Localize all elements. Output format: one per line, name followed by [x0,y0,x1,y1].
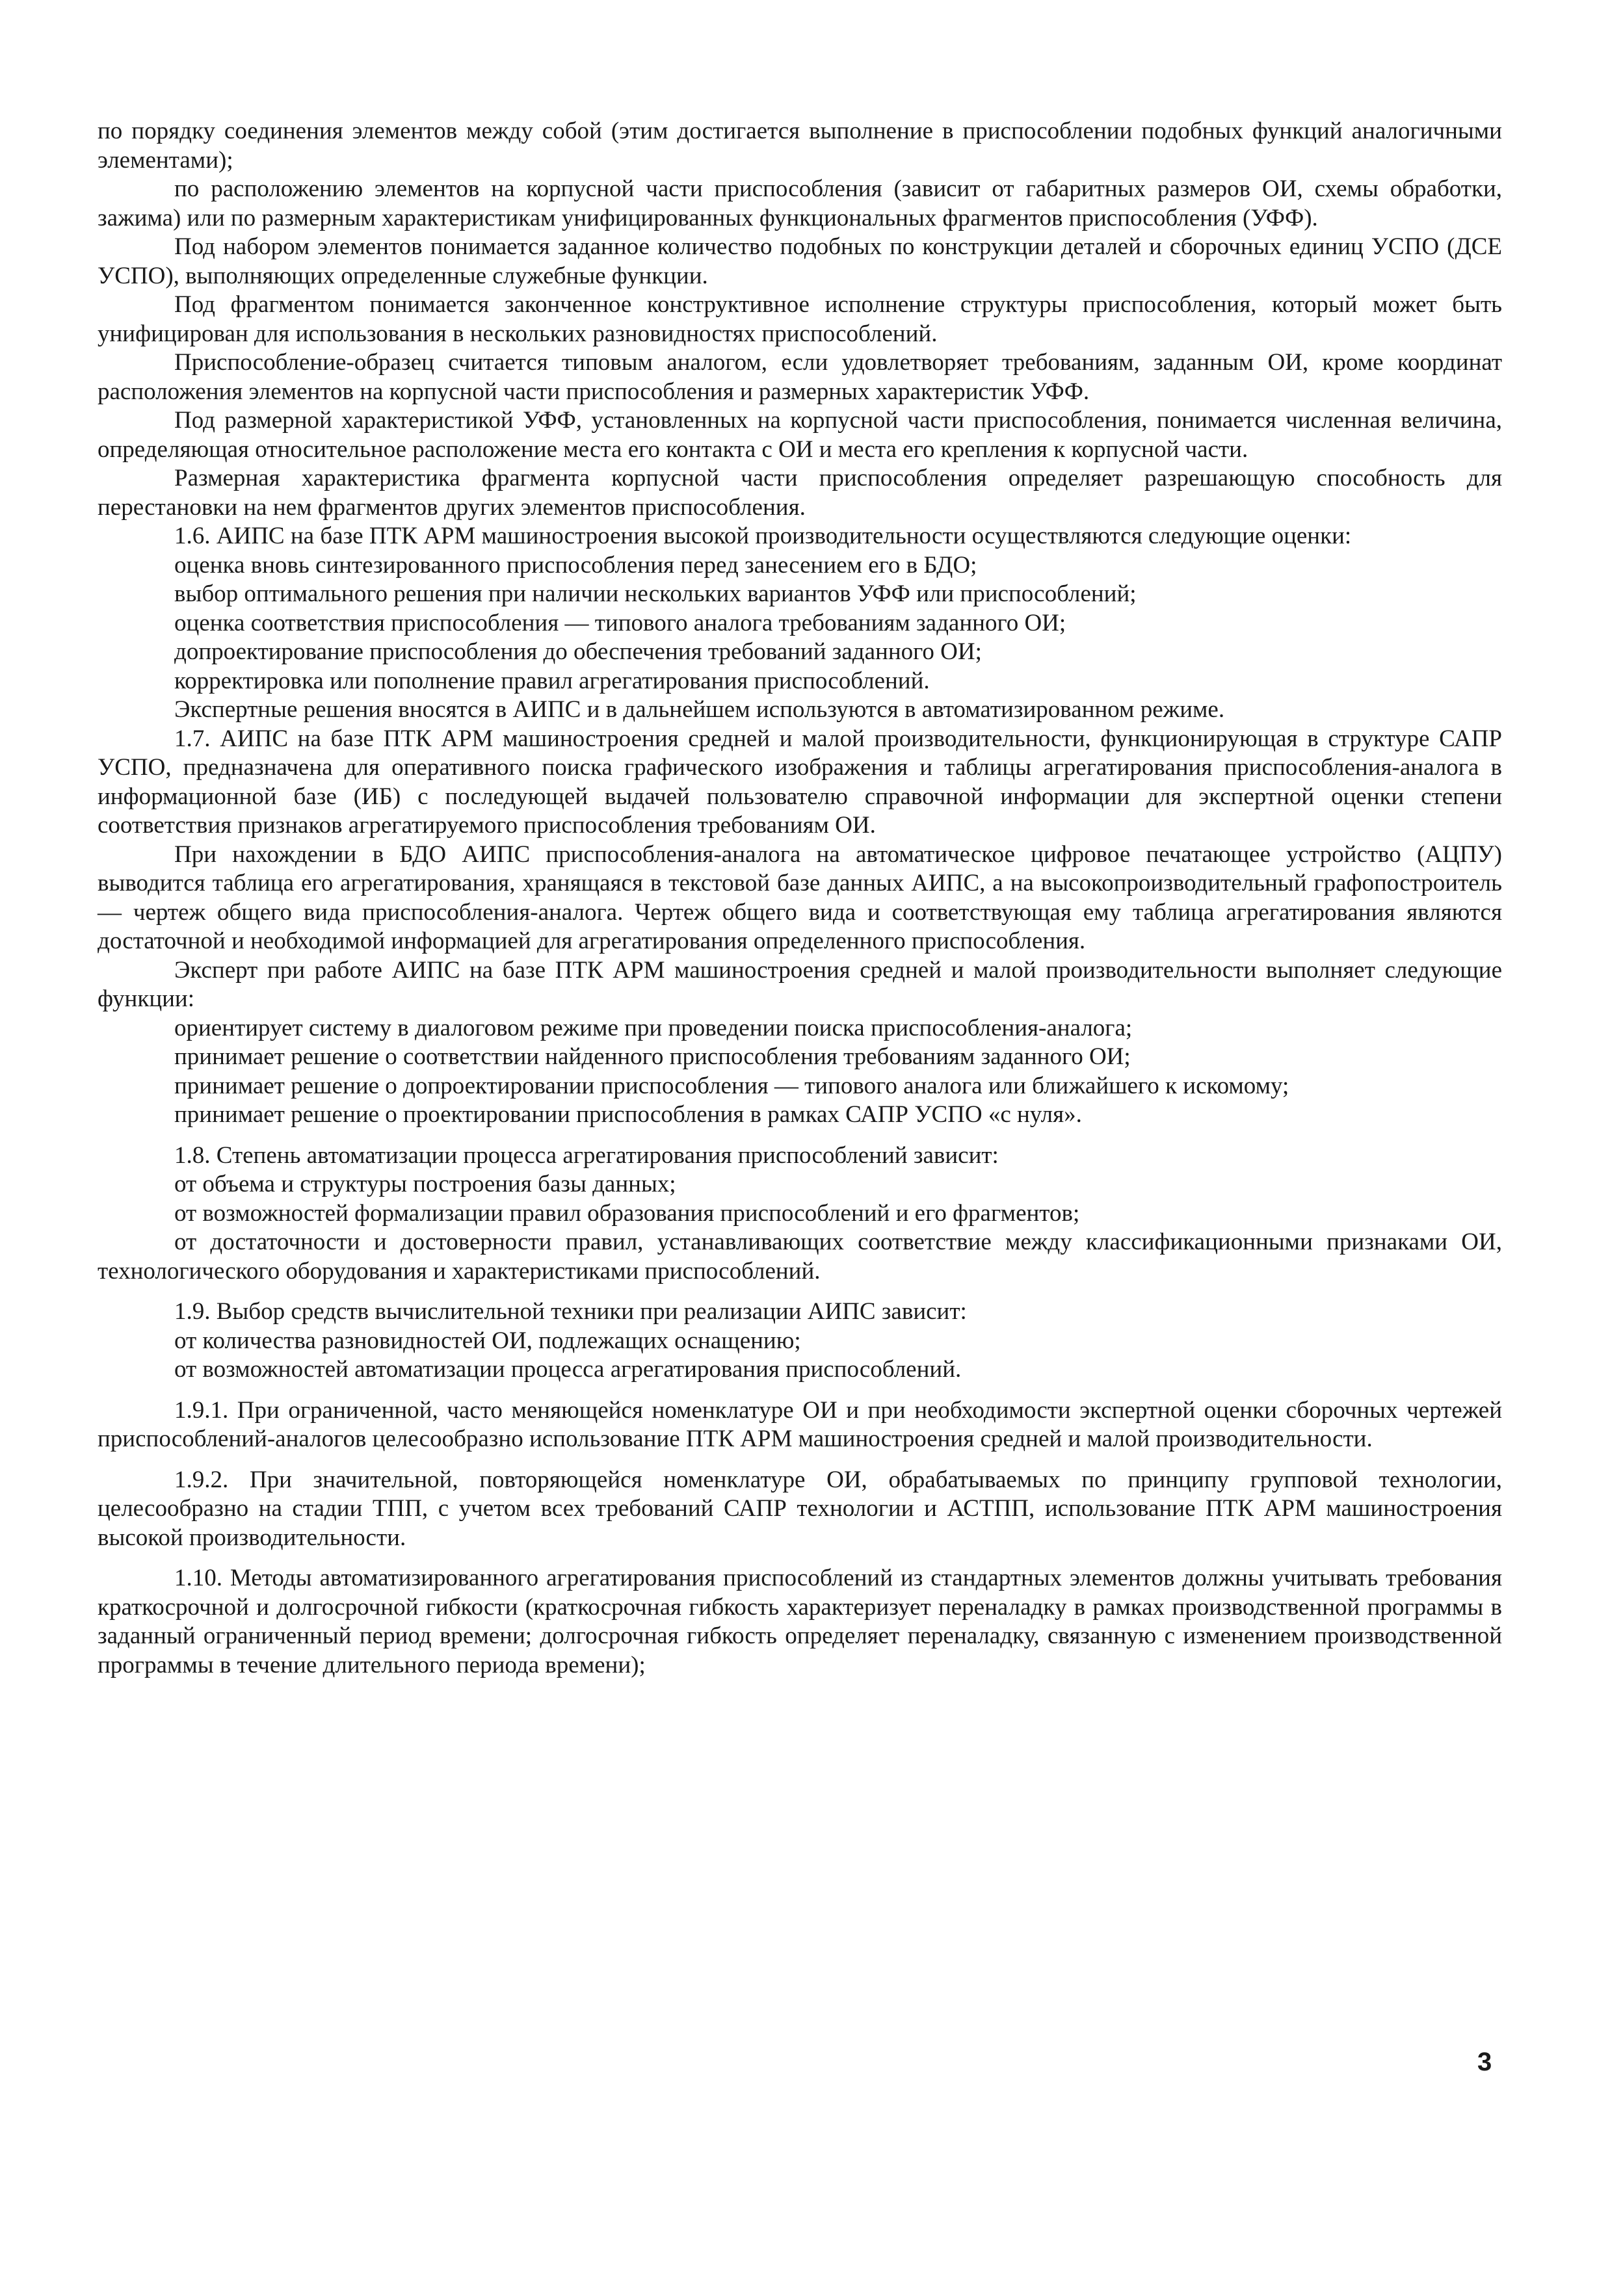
section-1-9-1: 1.9.1. При ограниченной, часто меняющейся номенклатуре ОИ и при необходимости экспертной оценки сборочных чертежей приспособлений-аналогов целесообразно использование ПТК АРМ машиностроения средней и малой производительности. [98,1396,1502,1452]
list-item: от достаточности и достоверности правил, устанавливающих соответствие между классификационными признаками ОИ, технологического оборудования и характеристиками приспособлений. [98,1229,1502,1285]
list-item: ориентирует систему в диалоговом режиме при проведении поиска приспособления-аналога; [174,1014,1133,1041]
page-number: 3 [1477,2048,1492,2076]
section-1-10: 1.10. Методы автоматизированного агрегатирования приспособлений из стандартных элементов должны учитывать требования краткосрочной и долгосрочной гибкости (краткосрочная гибкость характеризует переналадку в рамках производственной программы в заданный ограниченный период времени; долгосрочная гибкость определяет переналадку, связанную с изменением производственной программы в течение длительного периода времени); [98,1565,1502,1678]
paragraph: Эксперт при работе АИПС на базе ПТК АРМ машиностроения средней и малой производительности выполняет следующие функции: [98,956,1502,1012]
section-1-7: 1.7. АИПС на базе ПТК АРМ машиностроения средней и малой производительности, функционирующая в структуре САПР УСПО, предназначена для оперативного поиска графического изображения и таблицы агрегатирования приспособления-аналога в информационной базе (ИБ) с последующей выдачей пользователю справочной информации для экспертной оценки степени соответствия признаков агрегатируемого приспособления требованиям ОИ. [98,725,1502,839]
list-item: оценка соответствия приспособления — типового аналога требованиям заданного ОИ; [174,609,1066,636]
list-item: допроектирование приспособления до обеспечения требований заданного ОИ; [174,638,982,665]
list-item: принимает решение о соответствии найденного приспособления требованиям заданного ОИ; [174,1043,1131,1070]
section-1-6: 1.6. АИПС на базе ПТК АРМ машиностроения высокой производительности осуществляются следующие оценки: [174,523,1352,549]
paragraph: Под размерной характеристикой УФФ, установленных на корпусной части приспособления, понимается численная величина, определяющая относительное расположение места его контакта с ОИ и места его крепления к корпусной части. [98,407,1502,463]
list-item: от возможностей автоматизации процесса агрегатирования приспособлений. [174,1356,962,1383]
paragraph: Под фрагментом понимается законченное конструктивное исполнение структуры приспособления, который может быть унифицирован для использования в нескольких разновидностях приспособлений. [98,291,1502,347]
paragraph: Размерная характеристика фрагмента корпусной части приспособления определяет разрешающую способность для перестановки на нем фрагментов других элементов приспособления. [98,465,1502,521]
section-1-9-2: 1.9.2. При значительной, повторяющейся номенклатуре ОИ, обрабатываемых по принципу групповой технологии, целесообразно на стадии ТПП, с учетом всех требований САПР технологии и АСТПП, использование ПТК АРМ машиностроения высокой производительности. [98,1466,1502,1551]
paragraph: При нахождении в БДО АИПС приспособления-аналога на автоматическое цифровое печатающее устройство (АЦПУ) выводится таблица его агрегатирования, хранящаяся в текстовой базе данных АИПС, а на высокопроизводительный графопостроитель — чертеж общего вида приспособления-аналога. Чертеж общего вида и соответствующая ему таблица агрегатирования являются достаточной и необходимой информацией для агрегатирования определенного приспособления. [98,841,1502,954]
list-item: оценка вновь синтезированного приспособления перед занесением его в БДО; [174,551,977,579]
list-item: принимает решение о проектировании приспособления в рамках САПР УСПО «с нуля». [174,1101,1082,1128]
section-1-9: 1.9. Выбор средств вычислительной техники при реализации АИПС зависит: [174,1298,967,1325]
list-item: принимает решение о допроектировании приспособления — типового аналога или ближайшего к искомому; [174,1072,1289,1099]
paragraph: по порядку соединения элементов между собой (этим достигается выполнение в приспособлении подобных функций аналогичными элементами); [98,118,1502,174]
paragraph: по расположению элементов на корпусной части приспособления (зависит от габаритных размеров ОИ, схемы обработки, зажима) или по размерным характеристикам унифицированных функциональных фрагментов приспособления (УФФ). [98,176,1502,231]
paragraph: Под набором элементов понимается заданное количество подобных по конструкции деталей и сборочных единиц УСПО (ДСЕ УСПО), выполняющих определенные служебные функции. [98,233,1502,289]
list-item: корректировка или пополнение правил агрегатирования приспособлений. [174,667,930,694]
list-item: от количества разновидностей ОИ, подлежащих оснащению; [174,1327,801,1354]
list-item: от объема и структуры построения базы данных; [174,1171,676,1197]
list-item: выбор оптимального решения при наличии нескольких вариантов УФФ или приспособлений; [174,581,1137,607]
paragraph: Экспертные решения вносятся в АИПС и в дальнейшем используются в автоматизированном режиме. [174,696,1225,723]
section-1-8: 1.8. Степень автоматизации процесса агрегатирования приспособлений зависит: [174,1141,999,1169]
paragraph: Приспособление-образец считается типовым аналогом, если удовлетворяет требованиям, заданным ОИ, кроме координат расположения элементов на корпусной части приспособления и размерных характеристик УФФ. [98,349,1502,405]
list-item: от возможностей формализации правил образования приспособлений и его фрагментов; [174,1199,1080,1227]
body-text [98,117,1502,1680]
